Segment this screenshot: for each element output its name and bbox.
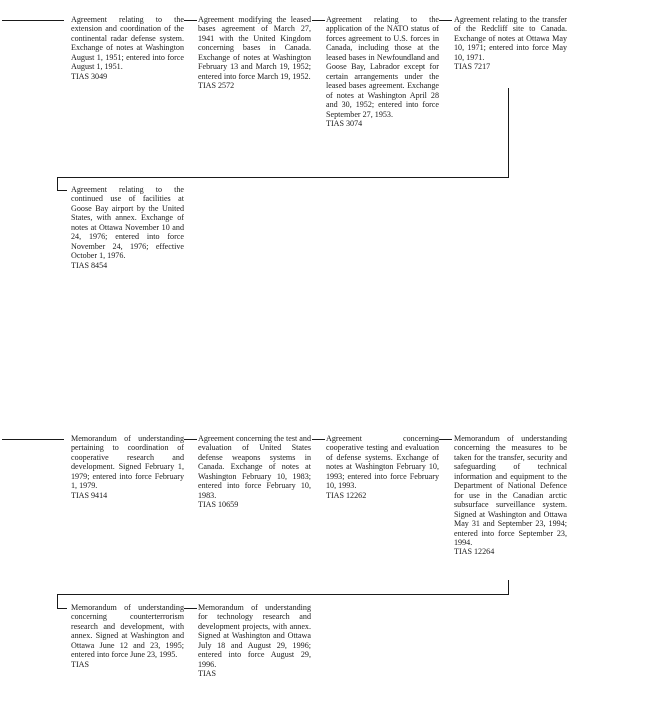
connector-return-down (508, 88, 509, 178)
connector-return-across-2 (57, 594, 509, 595)
treaty-description: Agreement concerning the test and evaluation of United States defense weapons systems in Canada. Exchange of notes at Washington February 10, 1983; entered into force February 10, 1983. (198, 434, 311, 500)
tias-number: TIAS 12262 (326, 490, 367, 500)
connector-1-2 (184, 20, 197, 21)
treaty-entry (326, 15, 439, 128)
connector-lead-in-2 (2, 439, 64, 440)
treaty-description: Memorandum of understanding pertaining to coordination of cooperative research and development. Signed February 1, 1979; entered into force February 1, 1979. (71, 434, 184, 491)
treaty-entry (326, 434, 439, 500)
connector-return-in (57, 190, 67, 191)
connector-5-6 (184, 439, 197, 440)
treaty-description: Agreement concerning cooperative testing and evaluation of defense systems. Exchange of notes at Washington February 10, 1993; entered into force February 10, 1993. (326, 434, 439, 491)
treaty-description: Agreement modifying the leased bases agreement of March 27, 1941 with the United Kingdom concerning bases in Canada. Exchange of notes at Washington February 13 and March 19, 1952; entered into force March 19, 1952. (198, 15, 311, 81)
treaty-description: Agreement relating to the application of the NATO status of forces agreement to U.S. forces in Canada, including those at the leased bases in Newfoundland and Goose Bay, Labrador except for certain arrangements under the leased bases agreement. Exchange of notes at Washington April 28 and 30, 1952; entered into force September 27, 1953. (326, 15, 439, 119)
connector-6-7 (312, 439, 325, 440)
connector-7-8 (439, 439, 452, 440)
treaty-entry (71, 185, 184, 270)
connector-2-3 (312, 20, 325, 21)
treaty-entry (198, 15, 311, 91)
tias-number: TIAS (198, 669, 216, 679)
treaty-entry (454, 15, 567, 72)
tias-number: TIAS 9414 (71, 490, 108, 500)
connector-return-across (57, 177, 509, 178)
connector-return-drop (57, 177, 58, 191)
tias-number: TIAS 3074 (326, 118, 363, 128)
treaty-entry (71, 434, 184, 500)
treaty-entry (454, 434, 567, 557)
connector-3-4 (439, 20, 452, 21)
tias-number: TIAS (71, 659, 89, 669)
treaty-description: Memorandum of understanding for technology research and development projects, with annex. Signed at Washington and Ottawa July 18 and August 29, 1996; entered into force August 29, 1996. (198, 603, 311, 669)
treaty-entry (71, 15, 184, 81)
tias-number: TIAS 8454 (71, 260, 108, 270)
treaty-entry (71, 603, 184, 669)
tias-number: TIAS 7217 (454, 62, 491, 72)
connector-return-drop-2 (57, 594, 58, 609)
connector-lead-in-1 (2, 20, 64, 21)
treaty-description: Memorandum of understanding concerning the measures to be taken for the transfer, security and safeguarding of technical information and equipment to the Department of National Defence for use in the Canadian arctic subsurface surveillance system. Signed at Washington and Ottawa May 31 and September 23, 1994; entered into force September 23, 1994. (454, 434, 567, 547)
connector-return-in-2 (57, 608, 67, 609)
connector-9-10 (184, 608, 197, 609)
tias-number: TIAS 2572 (198, 81, 235, 91)
treaty-entry (198, 434, 311, 510)
treaty-entry (198, 603, 311, 679)
treaty-description: Memorandum of understanding concerning counterterrorism research and development, with annex. Signed at Washington and Ottawa June 12 and 23, 1995; entered into force June 23, 1995. (71, 603, 184, 660)
connector-return-down-2 (508, 580, 509, 595)
treaty-description: Agreement relating to the transfer of the Redcliff site to Canada. Exchange of notes at Ottawa May 10, 1971; entered into force May 10, 1971. (454, 15, 567, 62)
tias-number: TIAS 12264 (454, 547, 495, 557)
treaty-description: Agreement relating to the continued use of facilities at Goose Bay airport by the United States, with annex. Exchange of notes at Ottawa November 10 and 24, 1976; entered into force November 24, 1976; effective October 1, 1976. (71, 185, 184, 261)
tias-number: TIAS 3049 (71, 71, 108, 81)
tias-number: TIAS 10659 (198, 500, 239, 510)
treaty-description: Agreement relating to the extension and coordination of the continental radar defense system. Exchange of notes at Washington August 1, 1951; entered into force August 1, 1951. (71, 15, 184, 72)
